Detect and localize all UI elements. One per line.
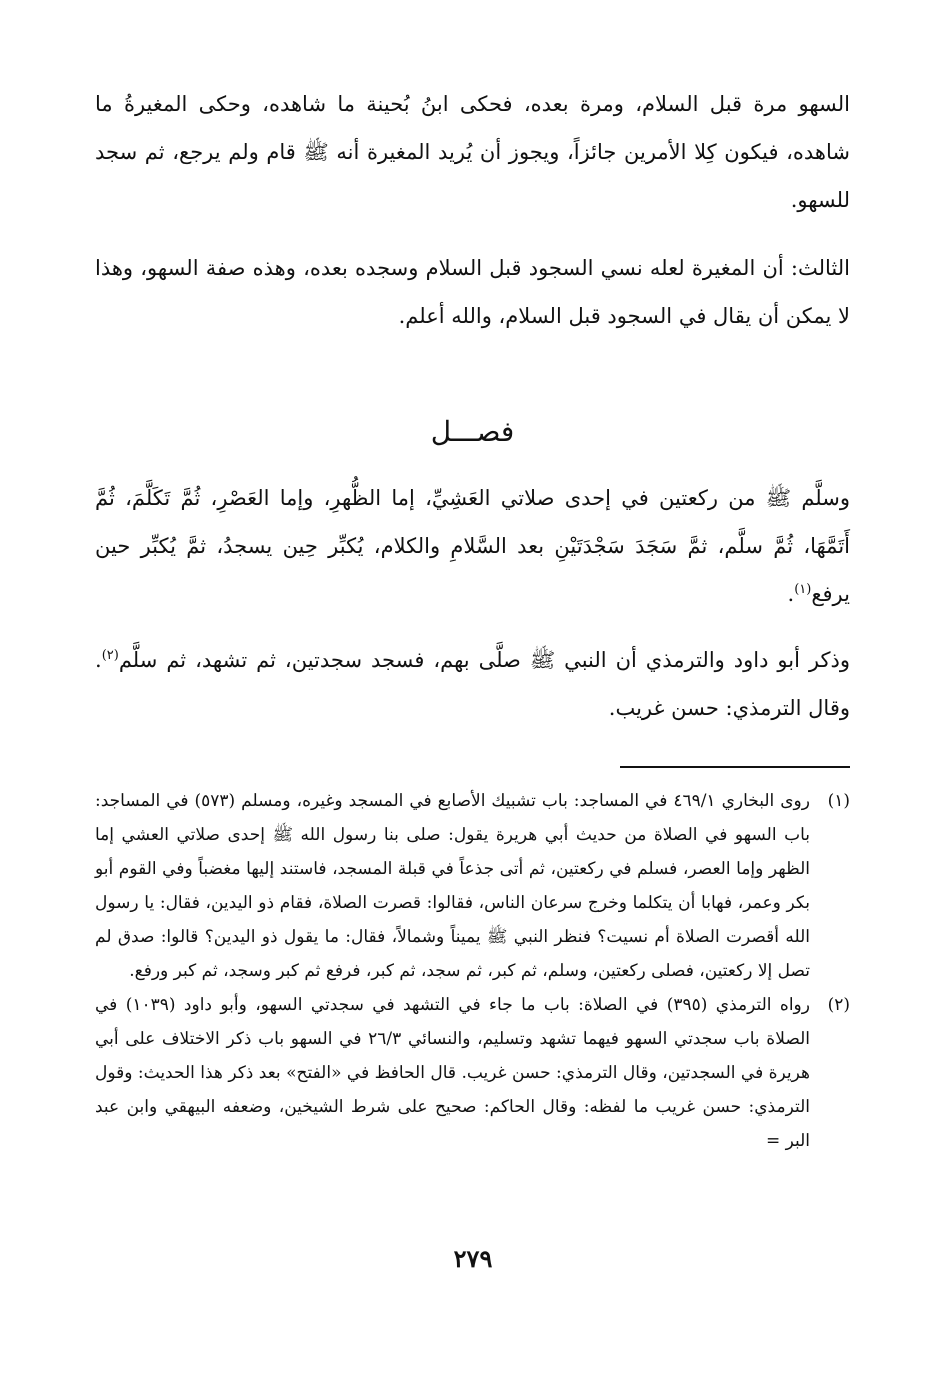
footnote-text: رواه الترمذي (٣٩٥) في الصلاة: باب ما جاء في التشهد في سجدتي السهو، وأبو داود (١٠٣٩) في الصلاة باب سجدتي السهو فيهما تشهد وتسليم، والنسائي ٢٦/٣ في السهو باب ذكر الاختلاف على أبي هريرة في السجدتين، وقال الترمذي: حسن غريب. قال الحافظ في «الفتح» بعد ذكر هذا الحديث: وقول الترمذي: حسن غريب ما لفظه: وقال الحاكم: صحيح على شرط الشيخين، وضعفه البيهقي وابن عبد البر =	[95, 995, 811, 1151]
body-paragraph-4	[95, 636, 850, 732]
footnote-number: (١)	[827, 791, 850, 811]
body-paragraph-3	[95, 474, 850, 618]
body-paragraph-2: الثالث: أن المغيرة لعله نسي السجود قبل السلام وسجده بعده، وهذه صفة السهو، وهذا لا يمكن أن يقال في السجود قبل السلام، والله أعلم.	[95, 256, 850, 328]
footnote-item	[95, 988, 850, 1158]
footnote-item	[95, 784, 850, 988]
footnote-text: روى البخاري ٤٦٩/١ في المساجد: باب تشبيك الأصابع في المسجد وغيره، ومسلم (٥٧٣) في المساجد: باب السهو في الصلاة من حديث أبي هريرة يقول: صلى بنا رسول الله ﷺ إحدى صلاتي العشي إما الظهر وإما العصر، فسلم في ركعتين، ثم أتى جذعاً في قبلة المسجد، فاستند إليها مغضباً وفي القوم أبو بكر وعمر، فهابا أن يتكلما وخرج سرعان الناس، فقالوا: قصرت الصلاة، فقام ذو اليدين، فقال: يا رسول الله أقصرت الصلاة أم نسيت؟ فنظر النبي ﷺ يميناً وشمالاً، فقال: ما يقول ذو اليدين؟ قالوا: صدق لم تصل إلا ركعتين، فصلى ركعتين، وسلم، ثم كبر، ثم سجد، ثم كبر، فرفع ثم كبر وسجد، ثم كبر ورفع.	[95, 791, 810, 981]
footnote-ref-1[interactable]: (١)	[794, 582, 812, 597]
paragraph-4-text: وذكر أبو داود والترمذي أن النبي ﷺ صلَّى بهم، فسجد سجدتين، ثم تشهد، ثم سلَّم	[118, 648, 850, 672]
footnote-ref-2[interactable]: (٢)	[101, 648, 119, 663]
paragraph-3-end: .	[787, 582, 795, 606]
page-content	[95, 80, 850, 1158]
footnote-separator	[620, 766, 850, 768]
paragraph-4-end: . وقال الترمذي: حسن غريب.	[95, 648, 850, 720]
footnote-number: (٢)	[827, 995, 850, 1015]
footnotes	[95, 784, 850, 1158]
body-paragraph-1: السهو مرة قبل السلام، ومرة بعده، فحكى ابنُ بُحينة ما شاهده، وحكى المغيرةُ ما شاهده، فيكون كِلا الأمرين جائزاً، ويجوز أن يُريد المغيرة أنه ﷺ قام ولم يرجع، ثم سجد للسهو.	[95, 92, 850, 212]
paragraph-3-text: وسلَّم ﷺ من ركعتين في إحدى صلاتي العَشِيِّ، إما الظُّهرِ، وإما العَصْرِ، ثُمَّ تَكَلَّمَ، ثُمَّ أَتَمَّهَا، ثُمَّ سلَّم، ثمَّ سَجَدَ سَجْدَتَيْنِ بعد السَّلامِ والكلام، يُكبِّر حِين يسجدُ، ثمَّ يُكبِّر حين يرفع	[95, 486, 850, 606]
page-number: ٢٧٩	[453, 1244, 493, 1273]
section-heading: فصـــل	[430, 415, 515, 448]
